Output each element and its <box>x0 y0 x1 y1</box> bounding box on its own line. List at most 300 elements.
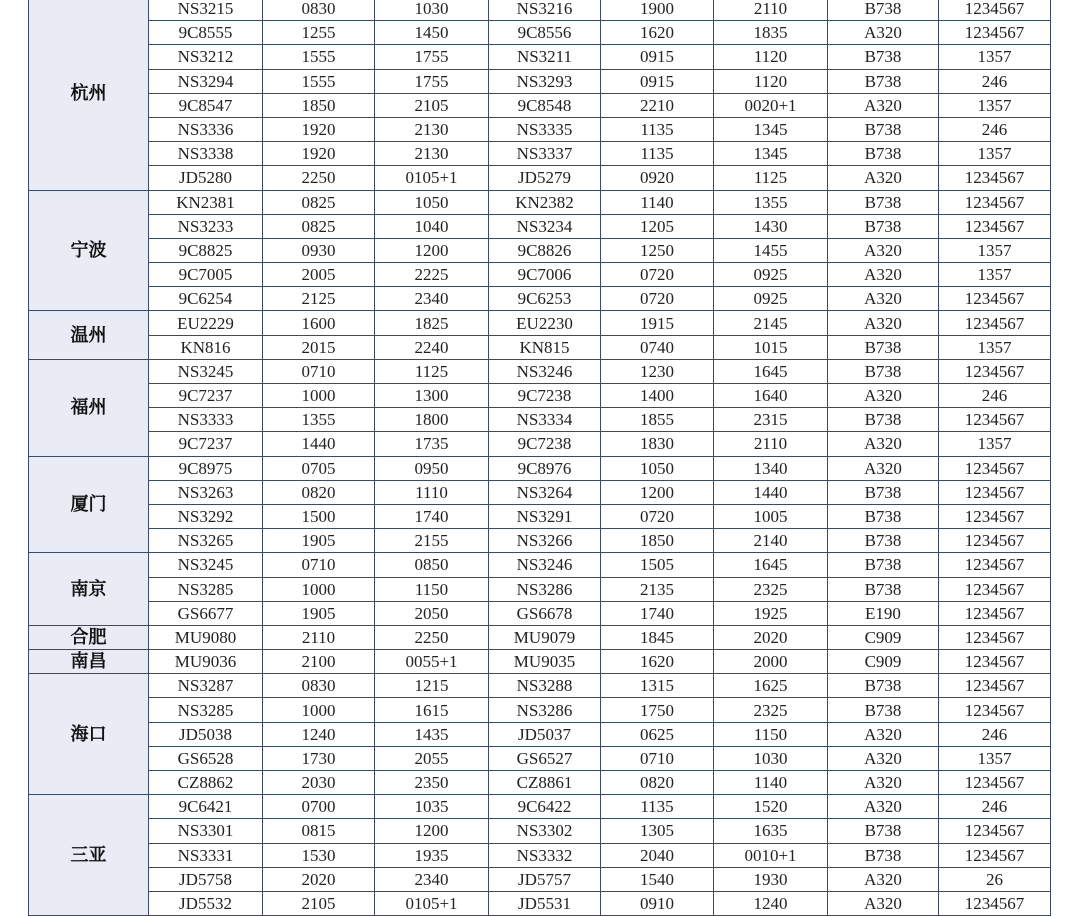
days-cell: 1234567 <box>939 529 1051 553</box>
arr-return-cell: 1925 <box>714 601 828 625</box>
flight-return-cell: NS3246 <box>489 359 601 383</box>
flight-return-cell: KN2382 <box>489 190 601 214</box>
arr-return-cell: 1440 <box>714 480 828 504</box>
flight-out-cell: NS3294 <box>149 69 263 93</box>
dep-out-cell: 2105 <box>263 891 375 915</box>
dep-out-cell: 1440 <box>263 432 375 456</box>
days-cell: 1234567 <box>939 311 1051 335</box>
dep-return-cell: 1050 <box>601 456 714 480</box>
arr-out-cell: 1825 <box>375 311 489 335</box>
dep-out-cell: 0830 <box>263 0 375 21</box>
arr-out-cell: 1150 <box>375 577 489 601</box>
flight-return-cell: NS3264 <box>489 480 601 504</box>
arr-out-cell: 2050 <box>375 601 489 625</box>
flight-out-cell: JD5038 <box>149 722 263 746</box>
dep-return-cell: 1915 <box>601 311 714 335</box>
arr-return-cell: 1930 <box>714 867 828 891</box>
flight-out-cell: NS3338 <box>149 142 263 166</box>
flight-return-cell: NS3332 <box>489 843 601 867</box>
days-cell: 1234567 <box>939 843 1051 867</box>
days-cell: 1357 <box>939 93 1051 117</box>
arr-return-cell: 1430 <box>714 214 828 238</box>
arr-return-cell: 2315 <box>714 408 828 432</box>
arr-out-cell: 1735 <box>375 432 489 456</box>
dep-return-cell: 1900 <box>601 0 714 21</box>
days-cell: 1234567 <box>939 166 1051 190</box>
dep-return-cell: 2135 <box>601 577 714 601</box>
arr-return-cell: 2110 <box>714 0 828 21</box>
arr-out-cell: 1035 <box>375 795 489 819</box>
dep-out-cell: 2020 <box>263 867 375 891</box>
arr-out-cell: 2130 <box>375 117 489 141</box>
days-cell: 1234567 <box>939 674 1051 698</box>
city-cell: 福州 <box>29 359 149 456</box>
flight-out-cell: 9C8555 <box>149 21 263 45</box>
arr-out-cell: 1200 <box>375 238 489 262</box>
days-cell: 1234567 <box>939 0 1051 21</box>
flight-return-cell: 9C7006 <box>489 263 601 287</box>
flight-schedule-body <box>29 0 1051 916</box>
dep-return-cell: 1750 <box>601 698 714 722</box>
flight-return-cell: NS3337 <box>489 142 601 166</box>
flight-return-cell: NS3293 <box>489 69 601 93</box>
table-row <box>29 142 1051 166</box>
flight-return-cell: NS3334 <box>489 408 601 432</box>
aircraft-cell: B738 <box>828 480 939 504</box>
dep-out-cell: 2100 <box>263 650 375 674</box>
arr-out-cell: 1030 <box>375 0 489 21</box>
table-row <box>29 359 1051 383</box>
table-row <box>29 795 1051 819</box>
flight-out-cell: NS3292 <box>149 504 263 528</box>
flight-out-cell: KN816 <box>149 335 263 359</box>
dep-out-cell: 0825 <box>263 214 375 238</box>
days-cell: 1357 <box>939 432 1051 456</box>
arr-out-cell: 1125 <box>375 359 489 383</box>
flight-return-cell: NS3288 <box>489 674 601 698</box>
aircraft-cell: B738 <box>828 190 939 214</box>
arr-return-cell: 1455 <box>714 238 828 262</box>
table-row <box>29 69 1051 93</box>
table-row <box>29 432 1051 456</box>
dep-out-cell: 0710 <box>263 553 375 577</box>
dep-out-cell: 1240 <box>263 722 375 746</box>
table-row <box>29 117 1051 141</box>
table-row <box>29 771 1051 795</box>
arr-return-cell: 1150 <box>714 722 828 746</box>
arr-return-cell: 1645 <box>714 553 828 577</box>
aircraft-cell: B738 <box>828 117 939 141</box>
city-cell: 合肥 <box>29 625 149 649</box>
flight-out-cell: JD5758 <box>149 867 263 891</box>
arr-out-cell: 2250 <box>375 625 489 649</box>
dep-out-cell: 1255 <box>263 21 375 45</box>
table-row <box>29 21 1051 45</box>
dep-out-cell: 1905 <box>263 601 375 625</box>
dep-return-cell: 0915 <box>601 45 714 69</box>
arr-out-cell: 1110 <box>375 480 489 504</box>
arr-return-cell: 1030 <box>714 746 828 770</box>
aircraft-cell: A320 <box>828 384 939 408</box>
dep-return-cell: 0920 <box>601 166 714 190</box>
table-row <box>29 238 1051 262</box>
table-row <box>29 577 1051 601</box>
arr-out-cell: 1755 <box>375 69 489 93</box>
aircraft-cell: A320 <box>828 891 939 915</box>
flight-return-cell: 9C8548 <box>489 93 601 117</box>
arr-return-cell: 2325 <box>714 698 828 722</box>
aircraft-cell: B738 <box>828 843 939 867</box>
arr-out-cell: 2130 <box>375 142 489 166</box>
flight-out-cell: EU2229 <box>149 311 263 335</box>
days-cell: 1234567 <box>939 650 1051 674</box>
dep-return-cell: 1135 <box>601 795 714 819</box>
dep-return-cell: 0625 <box>601 722 714 746</box>
days-cell: 246 <box>939 117 1051 141</box>
dep-out-cell: 1000 <box>263 384 375 408</box>
aircraft-cell: A320 <box>828 93 939 117</box>
dep-return-cell: 0720 <box>601 504 714 528</box>
dep-return-cell: 1135 <box>601 117 714 141</box>
table-row <box>29 190 1051 214</box>
city-cell: 南京 <box>29 553 149 626</box>
table-row <box>29 384 1051 408</box>
flight-return-cell: NS3302 <box>489 819 601 843</box>
days-cell: 1234567 <box>939 21 1051 45</box>
aircraft-cell: A320 <box>828 263 939 287</box>
table-row <box>29 335 1051 359</box>
flight-out-cell: CZ8862 <box>149 771 263 795</box>
days-cell: 1234567 <box>939 771 1051 795</box>
arr-return-cell: 1645 <box>714 359 828 383</box>
days-cell: 246 <box>939 384 1051 408</box>
arr-return-cell: 2140 <box>714 529 828 553</box>
arr-return-cell: 1635 <box>714 819 828 843</box>
arr-out-cell: 1450 <box>375 21 489 45</box>
flight-return-cell: MU9079 <box>489 625 601 649</box>
flight-out-cell: GS6528 <box>149 746 263 770</box>
flight-return-cell: JD5037 <box>489 722 601 746</box>
flight-out-cell: MU9080 <box>149 625 263 649</box>
days-cell: 1234567 <box>939 480 1051 504</box>
flight-return-cell: 9C7238 <box>489 432 601 456</box>
flight-out-cell: NS3215 <box>149 0 263 21</box>
days-cell: 1234567 <box>939 553 1051 577</box>
aircraft-cell: B738 <box>828 577 939 601</box>
dep-out-cell: 1555 <box>263 69 375 93</box>
dep-return-cell: 0740 <box>601 335 714 359</box>
flight-return-cell: NS3291 <box>489 504 601 528</box>
days-cell: 1234567 <box>939 214 1051 238</box>
dep-return-cell: 1140 <box>601 190 714 214</box>
flight-out-cell: NS3333 <box>149 408 263 432</box>
dep-out-cell: 0825 <box>263 190 375 214</box>
city-cell: 厦门 <box>29 456 149 553</box>
aircraft-cell: C909 <box>828 625 939 649</box>
dep-out-cell: 1500 <box>263 504 375 528</box>
dep-return-cell: 2040 <box>601 843 714 867</box>
days-cell: 1234567 <box>939 577 1051 601</box>
flight-return-cell: KN815 <box>489 335 601 359</box>
flight-return-cell: MU9035 <box>489 650 601 674</box>
flight-return-cell: NS3234 <box>489 214 601 238</box>
dep-out-cell: 2030 <box>263 771 375 795</box>
flight-return-cell: 9C6422 <box>489 795 601 819</box>
dep-out-cell: 0705 <box>263 456 375 480</box>
flight-out-cell: GS6677 <box>149 601 263 625</box>
flight-out-cell: NS3233 <box>149 214 263 238</box>
arr-out-cell: 0105+1 <box>375 891 489 915</box>
arr-out-cell: 2225 <box>375 263 489 287</box>
dep-return-cell: 1505 <box>601 553 714 577</box>
arr-return-cell: 2020 <box>714 625 828 649</box>
table-row <box>29 867 1051 891</box>
table-row <box>29 456 1051 480</box>
dep-return-cell: 0720 <box>601 263 714 287</box>
dep-out-cell: 2110 <box>263 625 375 649</box>
table-row <box>29 625 1051 649</box>
arr-out-cell: 1200 <box>375 819 489 843</box>
flight-out-cell: NS3263 <box>149 480 263 504</box>
days-cell: 1357 <box>939 746 1051 770</box>
dep-out-cell: 0820 <box>263 480 375 504</box>
days-cell: 26 <box>939 867 1051 891</box>
city-cell: 杭州 <box>29 0 149 190</box>
aircraft-cell: B738 <box>828 214 939 238</box>
flight-out-cell: NS3331 <box>149 843 263 867</box>
flight-out-cell: NS3287 <box>149 674 263 698</box>
arr-out-cell: 1300 <box>375 384 489 408</box>
arr-out-cell: 0055+1 <box>375 650 489 674</box>
aircraft-cell: B738 <box>828 553 939 577</box>
dep-out-cell: 0930 <box>263 238 375 262</box>
flight-out-cell: JD5280 <box>149 166 263 190</box>
arr-return-cell: 1835 <box>714 21 828 45</box>
table-row <box>29 529 1051 553</box>
dep-return-cell: 1845 <box>601 625 714 649</box>
aircraft-cell: E190 <box>828 601 939 625</box>
arr-out-cell: 2155 <box>375 529 489 553</box>
arr-return-cell: 0010+1 <box>714 843 828 867</box>
arr-out-cell: 2340 <box>375 287 489 311</box>
dep-out-cell: 1850 <box>263 93 375 117</box>
flight-out-cell: 9C8547 <box>149 93 263 117</box>
arr-out-cell: 1050 <box>375 190 489 214</box>
aircraft-cell: A320 <box>828 166 939 190</box>
arr-return-cell: 1345 <box>714 142 828 166</box>
aircraft-cell: A320 <box>828 722 939 746</box>
dep-return-cell: 1620 <box>601 650 714 674</box>
table-row <box>29 891 1051 915</box>
days-cell: 1234567 <box>939 891 1051 915</box>
arr-return-cell: 1345 <box>714 117 828 141</box>
table-row <box>29 214 1051 238</box>
arr-return-cell: 2110 <box>714 432 828 456</box>
days-cell: 1357 <box>939 45 1051 69</box>
arr-return-cell: 1140 <box>714 771 828 795</box>
dep-out-cell: 2250 <box>263 166 375 190</box>
arr-return-cell: 1355 <box>714 190 828 214</box>
aircraft-cell: B738 <box>828 142 939 166</box>
aircraft-cell: B738 <box>828 335 939 359</box>
city-cell: 三亚 <box>29 795 149 916</box>
days-cell: 1357 <box>939 263 1051 287</box>
dep-return-cell: 1830 <box>601 432 714 456</box>
aircraft-cell: A320 <box>828 867 939 891</box>
days-cell: 246 <box>939 69 1051 93</box>
dep-return-cell: 1205 <box>601 214 714 238</box>
dep-return-cell: 0910 <box>601 891 714 915</box>
dep-out-cell: 1530 <box>263 843 375 867</box>
flight-return-cell: 9C6253 <box>489 287 601 311</box>
dep-return-cell: 1200 <box>601 480 714 504</box>
aircraft-cell: B738 <box>828 674 939 698</box>
days-cell: 1357 <box>939 238 1051 262</box>
flight-return-cell: 9C7238 <box>489 384 601 408</box>
arr-out-cell: 0950 <box>375 456 489 480</box>
flight-out-cell: 9C7237 <box>149 432 263 456</box>
table-row <box>29 843 1051 867</box>
arr-return-cell: 1340 <box>714 456 828 480</box>
flight-out-cell: NS3245 <box>149 553 263 577</box>
days-cell: 1234567 <box>939 625 1051 649</box>
days-cell: 1234567 <box>939 359 1051 383</box>
arr-out-cell: 2105 <box>375 93 489 117</box>
flight-return-cell: NS3335 <box>489 117 601 141</box>
arr-return-cell: 1520 <box>714 795 828 819</box>
arr-return-cell: 2145 <box>714 311 828 335</box>
dep-out-cell: 1905 <box>263 529 375 553</box>
table-row <box>29 746 1051 770</box>
flight-out-cell: NS3285 <box>149 577 263 601</box>
flight-schedule-table <box>28 0 1051 916</box>
aircraft-cell: A320 <box>828 432 939 456</box>
arr-out-cell: 1215 <box>375 674 489 698</box>
days-cell: 1234567 <box>939 190 1051 214</box>
arr-out-cell: 1935 <box>375 843 489 867</box>
days-cell: 246 <box>939 722 1051 746</box>
aircraft-cell: A320 <box>828 456 939 480</box>
flight-return-cell: NS3211 <box>489 45 601 69</box>
arr-return-cell: 1625 <box>714 674 828 698</box>
dep-return-cell: 1315 <box>601 674 714 698</box>
dep-return-cell: 0915 <box>601 69 714 93</box>
arr-out-cell: 1435 <box>375 722 489 746</box>
dep-out-cell: 1555 <box>263 45 375 69</box>
days-cell: 1234567 <box>939 408 1051 432</box>
aircraft-cell: B738 <box>828 408 939 432</box>
dep-return-cell: 2210 <box>601 93 714 117</box>
flight-return-cell: CZ8861 <box>489 771 601 795</box>
arr-return-cell: 1120 <box>714 45 828 69</box>
aircraft-cell: A320 <box>828 746 939 770</box>
aircraft-cell: B738 <box>828 504 939 528</box>
flight-return-cell: JD5531 <box>489 891 601 915</box>
flight-return-cell: NS3266 <box>489 529 601 553</box>
arr-out-cell: 1615 <box>375 698 489 722</box>
table-row <box>29 408 1051 432</box>
dep-return-cell: 1540 <box>601 867 714 891</box>
dep-out-cell: 0830 <box>263 674 375 698</box>
table-row <box>29 819 1051 843</box>
flight-return-cell: NS3286 <box>489 577 601 601</box>
aircraft-cell: B738 <box>828 529 939 553</box>
aircraft-cell: C909 <box>828 650 939 674</box>
arr-return-cell: 1640 <box>714 384 828 408</box>
dep-return-cell: 1305 <box>601 819 714 843</box>
flight-return-cell: GS6527 <box>489 746 601 770</box>
aircraft-cell: B738 <box>828 0 939 21</box>
table-row <box>29 504 1051 528</box>
arr-return-cell: 1015 <box>714 335 828 359</box>
dep-out-cell: 1000 <box>263 698 375 722</box>
table-row <box>29 311 1051 335</box>
table-row <box>29 45 1051 69</box>
table-row <box>29 698 1051 722</box>
aircraft-cell: A320 <box>828 287 939 311</box>
table-row <box>29 166 1051 190</box>
flight-out-cell: 9C8825 <box>149 238 263 262</box>
dep-out-cell: 0700 <box>263 795 375 819</box>
dep-return-cell: 1855 <box>601 408 714 432</box>
arr-out-cell: 1040 <box>375 214 489 238</box>
arr-return-cell: 2000 <box>714 650 828 674</box>
flight-out-cell: NS3285 <box>149 698 263 722</box>
city-cell: 宁波 <box>29 190 149 311</box>
flight-return-cell: NS3286 <box>489 698 601 722</box>
city-cell: 南昌 <box>29 650 149 674</box>
arr-out-cell: 1755 <box>375 45 489 69</box>
flight-out-cell: NS3336 <box>149 117 263 141</box>
flight-out-cell: 9C6254 <box>149 287 263 311</box>
table-row <box>29 553 1051 577</box>
flight-out-cell: 9C7237 <box>149 384 263 408</box>
flight-out-cell: 9C6421 <box>149 795 263 819</box>
arr-return-cell: 0925 <box>714 263 828 287</box>
aircraft-cell: B738 <box>828 45 939 69</box>
table-row <box>29 650 1051 674</box>
days-cell: 246 <box>939 795 1051 819</box>
dep-out-cell: 1600 <box>263 311 375 335</box>
city-cell: 温州 <box>29 311 149 359</box>
flight-out-cell: MU9036 <box>149 650 263 674</box>
arr-out-cell: 0105+1 <box>375 166 489 190</box>
flight-out-cell: KN2381 <box>149 190 263 214</box>
table-row <box>29 263 1051 287</box>
flight-out-cell: NS3245 <box>149 359 263 383</box>
arr-return-cell: 2325 <box>714 577 828 601</box>
aircraft-cell: A320 <box>828 238 939 262</box>
aircraft-cell: B738 <box>828 819 939 843</box>
dep-out-cell: 0815 <box>263 819 375 843</box>
table-row <box>29 722 1051 746</box>
city-cell: 海口 <box>29 674 149 795</box>
aircraft-cell: A320 <box>828 771 939 795</box>
flight-out-cell: NS3301 <box>149 819 263 843</box>
aircraft-cell: A320 <box>828 21 939 45</box>
arr-out-cell: 2340 <box>375 867 489 891</box>
arr-out-cell: 0850 <box>375 553 489 577</box>
table-row <box>29 0 1051 21</box>
flight-return-cell: JD5757 <box>489 867 601 891</box>
days-cell: 1357 <box>939 335 1051 359</box>
flight-return-cell: 9C8556 <box>489 21 601 45</box>
arr-return-cell: 1005 <box>714 504 828 528</box>
flight-return-cell: 9C8826 <box>489 238 601 262</box>
arr-out-cell: 2055 <box>375 746 489 770</box>
flight-return-cell: GS6678 <box>489 601 601 625</box>
table-row <box>29 480 1051 504</box>
